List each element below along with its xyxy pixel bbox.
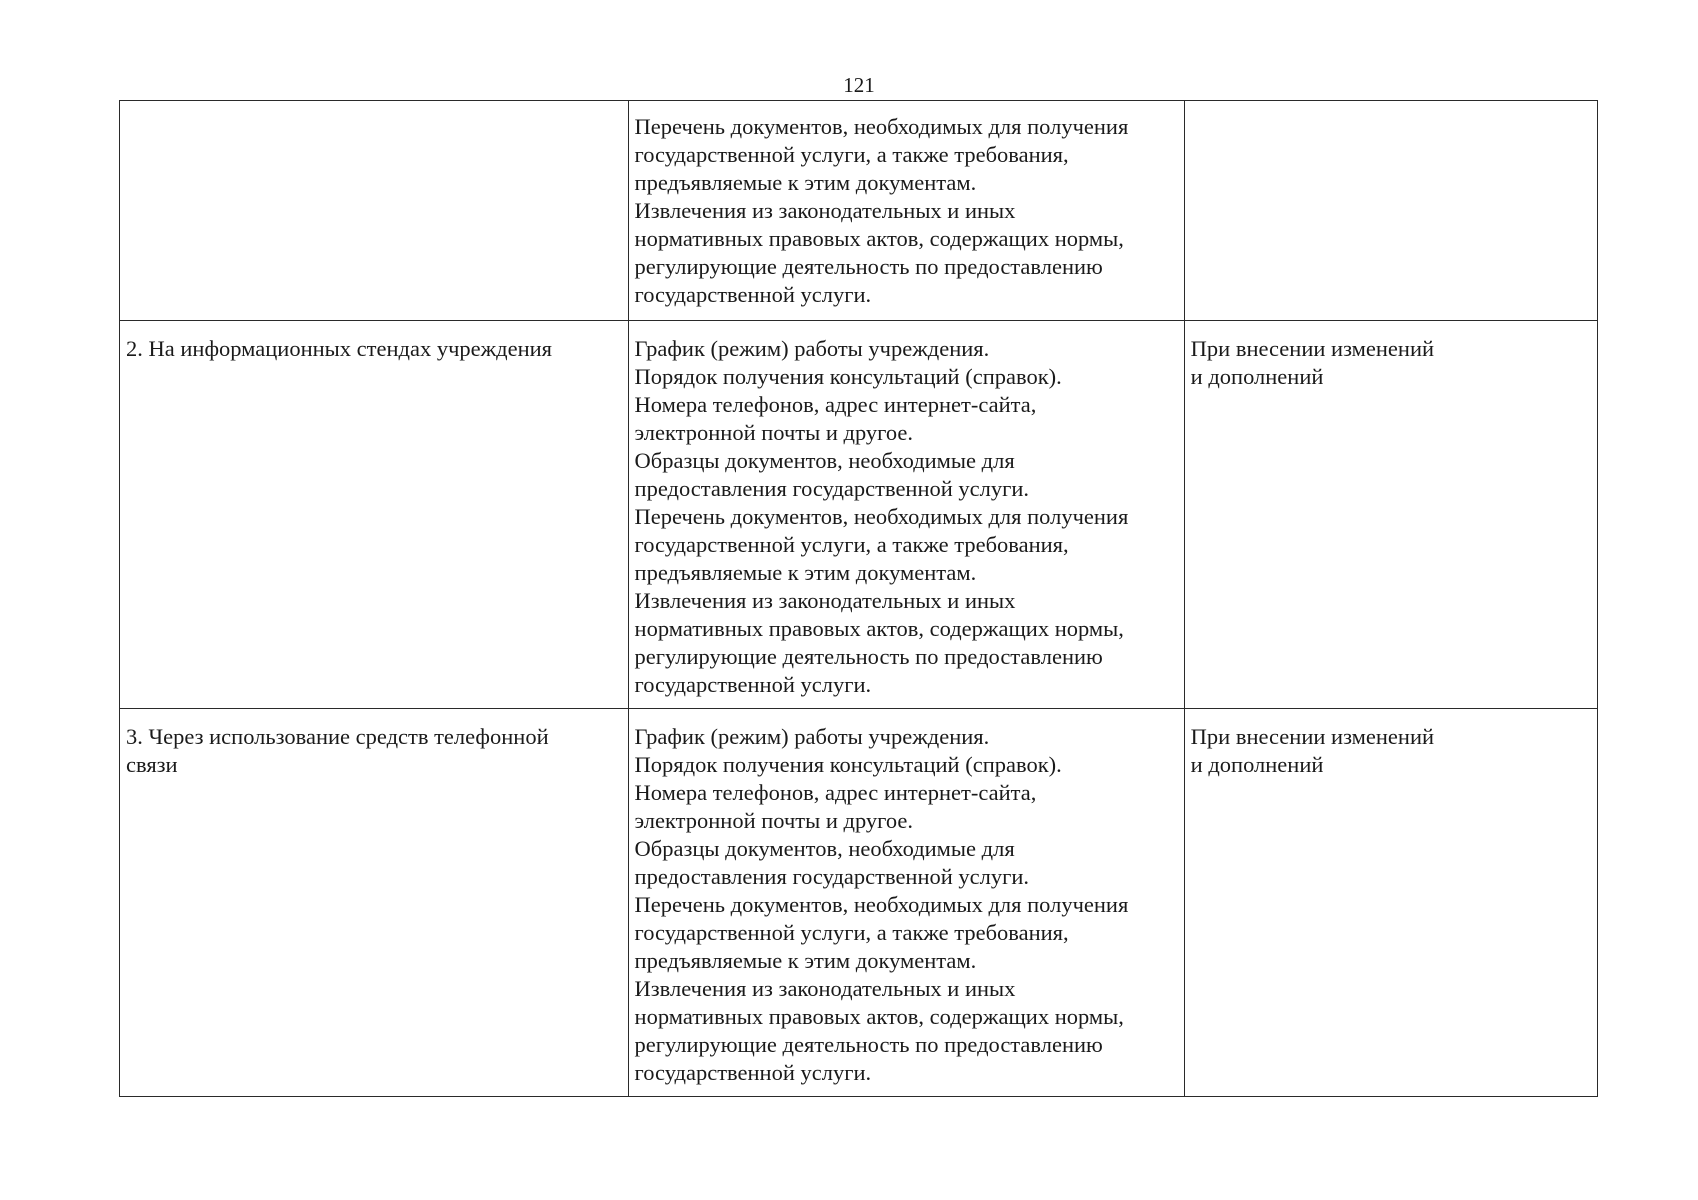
content-text-line: предъявляемые к этим документам. <box>634 170 977 195</box>
content-text-line: предъявляемые к этим документам. <box>634 560 977 585</box>
content-text-line: нормативных правовых актов, содержащих нормы, <box>634 226 1124 251</box>
content-text-line: государственной услуги. <box>634 1060 872 1085</box>
content-text-line: Образцы документов, необходимые для <box>634 836 1015 861</box>
content-text-line: Образцы документов, необходимые для <box>634 448 1015 473</box>
content-text-line: электронной почты и другое. <box>634 808 913 833</box>
content-text-line: государственной услуги. <box>634 282 872 307</box>
content-text-line: электронной почты и другое. <box>634 420 913 445</box>
frequency-text-line: При внесении изменений <box>1190 336 1435 361</box>
page-number: 121 <box>843 73 875 97</box>
content-text-line: Извлечения из законодательных и иных <box>634 588 1016 613</box>
content-text-line: предоставления государственной услуги. <box>634 864 1030 889</box>
content-text-line: Извлечения из законодательных и иных <box>634 198 1016 223</box>
frequency-text-line: При внесении изменений <box>1190 724 1435 749</box>
content-text-line: государственной услуги, а также требования, <box>634 920 1069 945</box>
content-text-line: Номера телефонов, адрес интернет-сайта, <box>634 392 1037 417</box>
content-text-line: Перечень документов, необходимых для получения <box>634 892 1129 917</box>
content-cell <box>628 321 1184 709</box>
content-cell <box>628 101 1184 321</box>
frequency-text-line: и дополнений <box>1190 752 1324 777</box>
frequency-text-line: и дополнений <box>1190 364 1324 389</box>
content-text-line: График (режим) работы учреждения. <box>634 724 990 749</box>
content-text-line: Извлечения из законодательных и иных <box>634 976 1016 1001</box>
table-row <box>120 101 1598 321</box>
info-table-body <box>120 101 1598 1097</box>
content-text-line: нормативных правовых актов, содержащих нормы, <box>634 616 1124 641</box>
method-text-line: 3. Через использование средств телефонной <box>126 724 549 749</box>
method-cell <box>120 101 629 321</box>
content-text-line: регулирующие деятельность по предоставлению <box>634 644 1103 669</box>
content-text-line: регулирующие деятельность по предоставлению <box>634 254 1103 279</box>
content-text-line: регулирующие деятельность по предоставлению <box>634 1032 1103 1057</box>
content-text-line: Порядок получения консультаций (справок). <box>634 364 1062 389</box>
content-text-line: государственной услуги, а также требования, <box>634 142 1069 167</box>
content-text-line: предоставления государственной услуги. <box>634 476 1030 501</box>
method-text-line: связи <box>126 752 178 777</box>
method-cell <box>120 709 629 1097</box>
content-cell <box>628 709 1184 1097</box>
table-row <box>120 321 1598 709</box>
content-text-line: График (режим) работы учреждения. <box>634 336 990 361</box>
frequency-cell <box>1184 321 1597 709</box>
info-table <box>119 100 1598 1097</box>
content-text-line: предъявляемые к этим документам. <box>634 948 977 973</box>
method-text-line: 2. На информационных стендах учреждения <box>126 336 553 361</box>
table-row <box>120 709 1598 1097</box>
content-text-line: нормативных правовых актов, содержащих нормы, <box>634 1004 1124 1029</box>
content-text-line: Номера телефонов, адрес интернет-сайта, <box>634 780 1037 805</box>
frequency-cell <box>1184 709 1597 1097</box>
frequency-cell <box>1184 101 1597 321</box>
method-cell <box>120 321 629 709</box>
content-text-line: Перечень документов, необходимых для получения <box>634 114 1129 139</box>
content-text-line: государственной услуги. <box>634 672 872 697</box>
content-text-line: государственной услуги, а также требования, <box>634 532 1069 557</box>
content-text-line: Перечень документов, необходимых для получения <box>634 504 1129 529</box>
content-text-line: Порядок получения консультаций (справок). <box>634 752 1062 777</box>
